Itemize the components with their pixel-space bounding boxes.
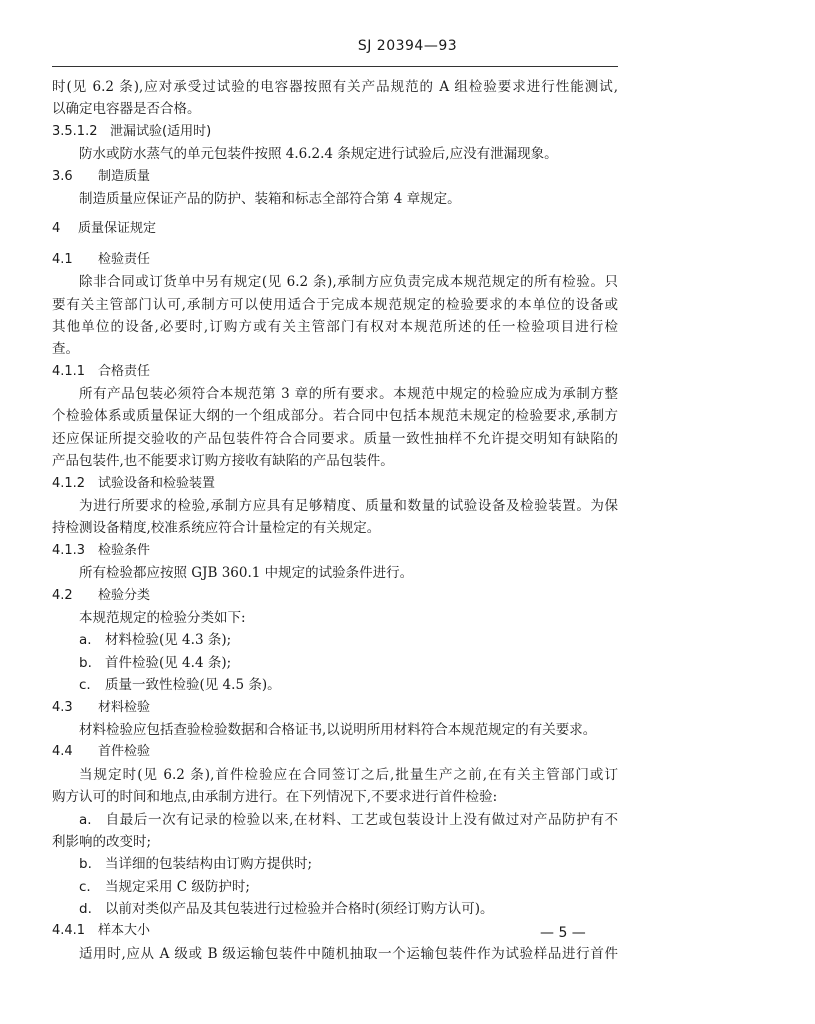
paragraph-line: 材料检验应包括查验检验数据和合格证书,以说明所用材料符合本规范规定的有关要求。	[79, 721, 597, 738]
list-item	[52, 876, 618, 898]
paragraph-line: 利影响的改变时;	[52, 833, 152, 850]
paragraph-line: 以确定电容器是否合格。	[52, 101, 201, 118]
paragraph-line: 本规范规定的检验分类如下:	[79, 609, 246, 626]
list-item	[52, 652, 618, 674]
paragraph-line: 适用时,应从 A 级或 B 级运输包装件中随机抽取一个运输包装件作为试验样品进行首件	[79, 945, 618, 962]
section-heading-4-4	[52, 741, 618, 763]
list-item	[52, 809, 618, 831]
section-number: 4.4	[52, 744, 73, 760]
section-heading-4-3	[52, 697, 618, 719]
header-rule	[52, 66, 618, 67]
page-number: — 5 —	[540, 925, 586, 941]
list-item-text: 自最后一次有记录的检验以来,在材料、工艺或包装设计上没有做过对产品防护有不	[105, 811, 618, 828]
section-number: 4.2	[52, 587, 73, 603]
section-title: 泄漏试验(适用时)	[110, 123, 212, 139]
section-number: 4.1	[52, 251, 73, 267]
list-item-label: c.	[79, 878, 91, 895]
section-heading-4-1-3	[52, 540, 618, 562]
paragraph-line: 时(见 6.2 条),应对承受过试验的电容器按照有关产品规范的 A 组检验要求进行性能测试,	[52, 79, 618, 95]
section-heading-4-1-2	[52, 473, 618, 495]
standard-code-header: SJ 20394—93	[357, 38, 458, 54]
section-heading-3-6	[52, 166, 618, 188]
list-item-label: c.	[79, 677, 91, 694]
section-heading-4-1	[52, 249, 618, 271]
section-title: 合格责任	[98, 363, 151, 379]
paragraph-line: 其他单位的设备,必要时,订购方或有关主管部门有权对本规范所述的任一检验项目进行检	[52, 318, 618, 335]
spacer	[52, 210, 618, 218]
list-item-label: a.	[79, 632, 92, 649]
spacer	[52, 241, 618, 249]
section-title: 制造质量	[98, 168, 151, 184]
paragraph-line: 要有关主管部门认可,承制方可以使用适合于完成本规范规定的检验要求的本单位的设备或	[52, 296, 618, 313]
list-item-text: 以前对类似产品及其包装进行过检验并合格时(须经订购方认可)。	[105, 901, 494, 918]
paragraph-line: 当规定时(见 6.2 条),首件检验应在合同签订之后,批量生产之前,在有关主管部门或订	[79, 766, 618, 783]
paragraph-line: 产品包装件,也不能要求订购方接收有缺陷的产品包装件。	[52, 453, 394, 470]
list-item	[52, 674, 618, 696]
list-item	[52, 853, 618, 875]
section-heading-3-5-1-2	[52, 121, 618, 143]
paragraph-line: 所有产品包装必须符合本规范第 3 章的所有要求。本规范中规定的检验应成为承制方整	[79, 386, 618, 403]
paragraph-line: 还应保证所提交验收的产品包装件符合合同要求。质量一致性抽样不允许提交明知有缺陷的	[52, 430, 618, 447]
section-number: 4.4.1	[52, 923, 86, 939]
section-title: 材料检验	[98, 699, 151, 715]
paragraph-line: 除非合同或订货单中另有规定(见 6.2 条),承制方应负责完成本规范规定的所有检验。只	[79, 274, 618, 291]
section-heading-4-1-1	[52, 361, 618, 383]
paragraph-line: 个检验体系或质量保证大纲的一个组成部分。若合同中包括本规范未规定的检验要求,承制方	[52, 408, 618, 425]
section-number: 4	[52, 221, 61, 237]
paragraph-line: 防水或防水蒸气的单元包装件按照 4.6.2.4 条规定进行试验后,应没有泄漏现象。	[79, 146, 558, 163]
list-item-label: b.	[79, 856, 92, 873]
paragraph-line: 查。	[52, 341, 79, 358]
list-item-label: d.	[79, 901, 92, 918]
list-item-label: a.	[79, 811, 92, 828]
section-number: 4.1.2	[52, 475, 86, 491]
section-heading-4-4-1	[52, 920, 618, 942]
section-number: 4.1.1	[52, 363, 86, 379]
chapter-heading-4	[52, 218, 618, 240]
paragraph-line: 为进行所要求的检验,承制方应具有足够精度、质量和数量的试验设备及检验装置。为保	[79, 498, 618, 515]
section-title: 检验条件	[98, 542, 151, 558]
list-item-text: 材料检验(见 4.3 条);	[105, 632, 232, 649]
section-title: 首件检验	[98, 744, 151, 760]
section-title: 试验设备和检验装置	[98, 475, 216, 491]
paragraph-line: 制造质量应保证产品的防护、装箱和标志全部符合第 4 章规定。	[79, 190, 461, 207]
paragraph-line: 购方认可的时间和地点,由承制方进行。在下列情况下,不要求进行首件检验:	[52, 789, 498, 806]
list-item-text: 当详细的包装结构由订购方提供时;	[105, 856, 313, 873]
section-heading-4-2	[52, 585, 618, 607]
page-content	[52, 76, 618, 965]
section-number: 3.6	[52, 168, 73, 184]
list-item-text: 当规定采用 C 级防护时;	[105, 878, 250, 895]
paragraph-line: 所有检验都应按照 GJB 360.1 中规定的试验条件进行。	[79, 565, 414, 582]
section-title: 质量保证规定	[78, 221, 157, 237]
list-item	[52, 629, 618, 651]
list-item-text: 首件检验(见 4.4 条);	[105, 654, 232, 671]
section-title: 检验责任	[98, 251, 151, 267]
section-number: 4.1.3	[52, 542, 86, 558]
section-title: 样本大小	[98, 923, 151, 939]
section-number: 3.5.1.2	[52, 123, 98, 139]
paragraph-line: 持检测设备精度,校准系统应符合计量检定的有关规定。	[52, 520, 381, 537]
section-title: 检验分类	[98, 587, 151, 603]
section-number: 4.3	[52, 699, 73, 715]
list-item	[52, 898, 618, 920]
list-item-text: 质量一致性检验(见 4.5 条)。	[105, 677, 281, 694]
list-item-label: b.	[79, 654, 92, 671]
